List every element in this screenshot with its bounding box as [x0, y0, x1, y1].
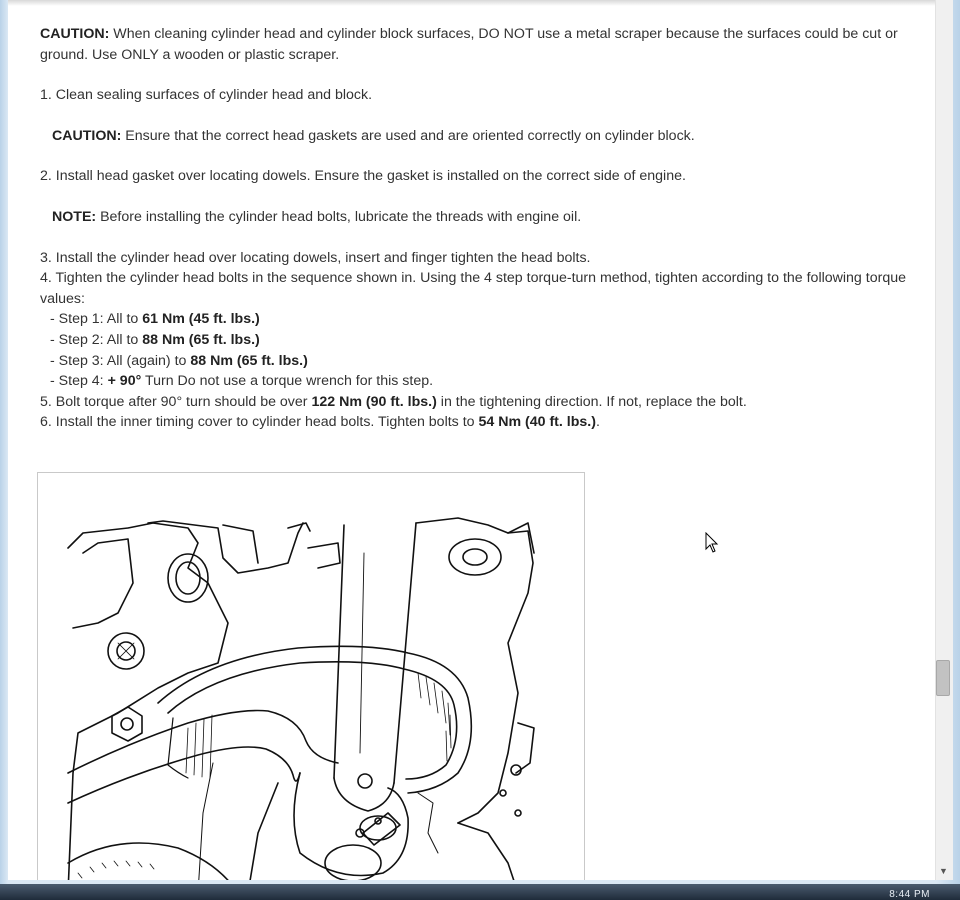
taskbar-clock[interactable]: 8:44 PM: [889, 889, 930, 900]
note-paragraph: NOTE: Before installing the cylinder head bolts, lubricate the threads with engine oil.: [52, 208, 582, 225]
note-label: NOTE:: [52, 208, 97, 225]
caution-label-2: CAUTION:: [52, 127, 122, 144]
engine-illustration: [37, 472, 585, 880]
caution-label: CAUTION:: [40, 26, 110, 42]
torque-step: - Step 4: + 90° Turn Do not use a torque wrench for this step.: [50, 373, 434, 390]
article-content: [8, 0, 935, 880]
caution-paragraph: CAUTION: When cleaning cylinder head and cylinder block surfaces, DO NOT use a metal scraper because the surfaces could be cut or ground. Use ONLY a wooden or plastic scraper.: [40, 26, 898, 63]
torque-step: - Step 3: All (again) to 88 Nm (65 ft. lbs.): [50, 352, 308, 369]
step-5: 5. Bolt torque after 90° turn should be over 122 Nm (90 ft. lbs.) in the tightening direction. If not, replace the bolt.: [40, 393, 747, 410]
step-4: 4. Tighten the cylinder head bolts in the sequence shown in. Using the 4 step torque-turn method, tighten according to the following torque values:: [40, 270, 906, 307]
repair-instructions: [38, 24, 918, 433]
step-3: 3. Install the cylinder head over locating dowels, insert and finger tighten the head bolts.: [40, 249, 591, 266]
step-1: 1. Clean sealing surfaces of cylinder head and block.: [40, 87, 373, 104]
header-shadow: [8, 0, 935, 6]
scroll-down-arrow-icon[interactable]: ▼: [939, 866, 948, 876]
scrollbar-thumb[interactable]: [936, 660, 950, 696]
caution-paragraph-2: CAUTION: Ensure that the correct head gaskets are used and are oriented correctly on cylinder block.: [52, 127, 695, 144]
step-6: 6. Install the inner timing cover to cylinder head bolts. Tighten bolts to 54 Nm (40 ft. lbs.).: [40, 414, 600, 431]
step-2: 2. Install head gasket over locating dowels. Ensure the gasket is installed on the correct side of engine.: [40, 168, 686, 185]
arrow-cursor-icon: [705, 532, 719, 554]
torque-step: - Step 2: All to 88 Nm (65 ft. lbs.): [50, 331, 260, 348]
torque-step: - Step 1: All to 61 Nm (45 ft. lbs.): [50, 311, 260, 328]
taskbar: [0, 884, 960, 900]
vertical-scrollbar[interactable]: [935, 0, 953, 880]
